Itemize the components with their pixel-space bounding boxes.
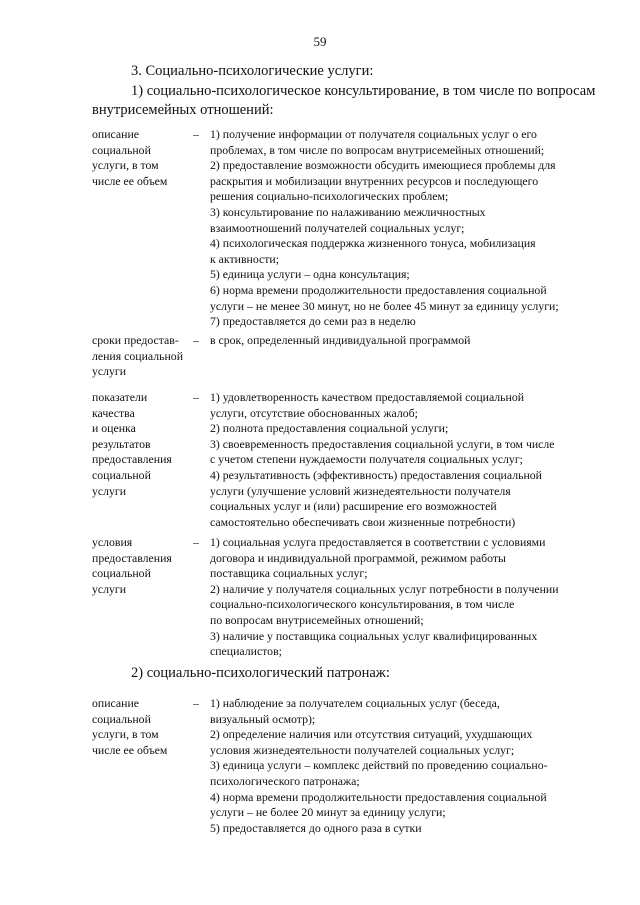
dash-separator: – [193,535,199,549]
block-text: 1) получение информации от получателя социальных услуг о его проблемах, в том числе по вопросам внутрисемейных отношений; 2) предоставление возможности обсудить имеющиеся проблемы для раскрытия и мобилизации внутренних ресурсов и последующего решения социально-психологических проблем; 3) консультирование по налаживанию межличностных взаимоотношений получателей социальных услуг; 4) психологическая поддержка жизненного тонуса, мобилизация к активности; 5) единица услуги – одна консультация; 6) норма времени продолжительности предоставления социальной услуги – не менее 30 минут, но не более 45 минут за единицу услуги; 7) предоставляется до семи раз в неделю [210,127,559,329]
block-label: условия предоставления социальной услуги [92,535,172,596]
dash-separator: – [193,127,199,141]
block-label: описание социальной услуги, в том числе ее объем [92,696,168,757]
subsection1-title-line1: 1) социально-психологическое консультирование, в том числе по вопросам [131,83,596,99]
block-text: 1) наблюдение за получателем социальных услуг (беседа, визуальный осмотр); 2) определение наличия или отсутствия ситуаций, ухудшающих условия жизнедеятельности получателей социальных услуг; 3) единица услуги – комплекс действий по проведению социально- психологического патронажа; 4) норма времени продолжительности предоставления социальной услуги – не более 20 минут за единицу услуги; 5) предоставляется до одного раза в сутки [210,696,548,835]
block-text: в срок, определенный индивидуальной программой [210,333,471,347]
dash-separator: – [193,390,199,404]
dash-separator: – [193,333,199,347]
subsection2-title: 2) социально-психологический патронаж: [131,665,390,681]
block-text: 1) социальная услуга предоставляется в соответствии с условиями договора и индивидуальной программой, режимом работы поставщика социальных услуг; 2) наличие у получателя социальных услуг потребности в получении социально-психологического консультирования, в том числе по вопросам внутрисемейных отношений; 3) наличие у поставщика социальных услуг квалифицированных специалистов; [210,535,559,659]
block-label: сроки предостав- ления социальной услуги [92,333,184,379]
block-label: показатели качества и оценка результатов предоставления социальной услуги [92,390,172,498]
block-text: 1) удовлетворенность качеством предоставляемой социальной услуги, отсутствие обоснованных жалоб; 2) полнота предоставления социальной услуги; 3) своевременность предоставления социальной услуги, в том числе с учетом степени нуждаемости получателя социальных услуг; 4) результативность (эффективность) предоставления социальной услуги (улучшение условий жизнедеятельности получателя социальных услуг и (или) расширение его возможностей самостоятельно обеспечивать свои жизненные потребности) [210,390,555,529]
page-number: 59 [313,34,327,49]
section-title: 3. Социально-психологические услуги: [131,63,374,79]
subsection1-title-line2: внутрисемейных отношений: [92,102,274,118]
dash-separator: – [193,696,199,710]
block-label: описание социальной услуги, в том числе ее объем [92,127,168,188]
